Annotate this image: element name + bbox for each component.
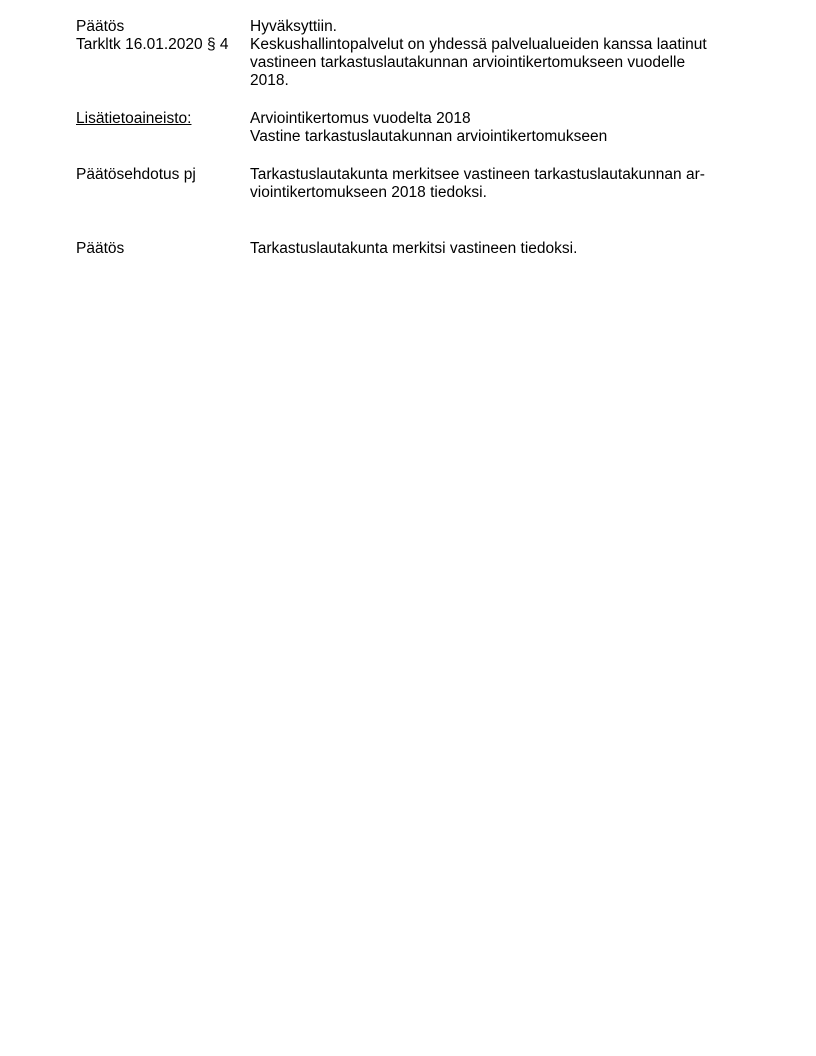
decision-label: Päätös (76, 240, 125, 257)
decision-text (250, 240, 728, 258)
text-line: viointikertomukseen 2018 tiedoksi. (250, 184, 487, 201)
text-line: vastineen tarkastuslautakunnan arviointikertomukseen vuodelle (250, 54, 686, 71)
meeting-reference-label: Tarkltk 16.01.2020 § 4 (76, 36, 229, 53)
proposal-text (250, 166, 728, 202)
attachment-item: Vastine tarkastuslautakunnan arviointikertomukseen (250, 128, 608, 145)
decision-text (250, 18, 728, 36)
decision-label: Päätös (76, 18, 125, 35)
attachments-list (250, 110, 728, 146)
text-line: Keskushallintopalvelut on yhdessä palvelualueiden kanssa laatinut (250, 36, 707, 53)
text-line: Tarkastuslautakunta merkitsi vastineen tiedoksi. (250, 240, 578, 257)
attachments-label: Lisätietoaineisto: (76, 110, 192, 127)
text-line: Hyväksyttiin. (250, 18, 337, 35)
text-line: 2018. (250, 72, 289, 89)
meeting-reference-text (250, 36, 728, 90)
attachment-item: Arviointikertomus vuodelta 2018 (250, 110, 471, 127)
proposal-label: Päätösehdotus pj (76, 166, 196, 183)
text-line: Tarkastuslautakunta merkitsee vastineen tarkastuslautakunnan ar- (250, 166, 705, 183)
